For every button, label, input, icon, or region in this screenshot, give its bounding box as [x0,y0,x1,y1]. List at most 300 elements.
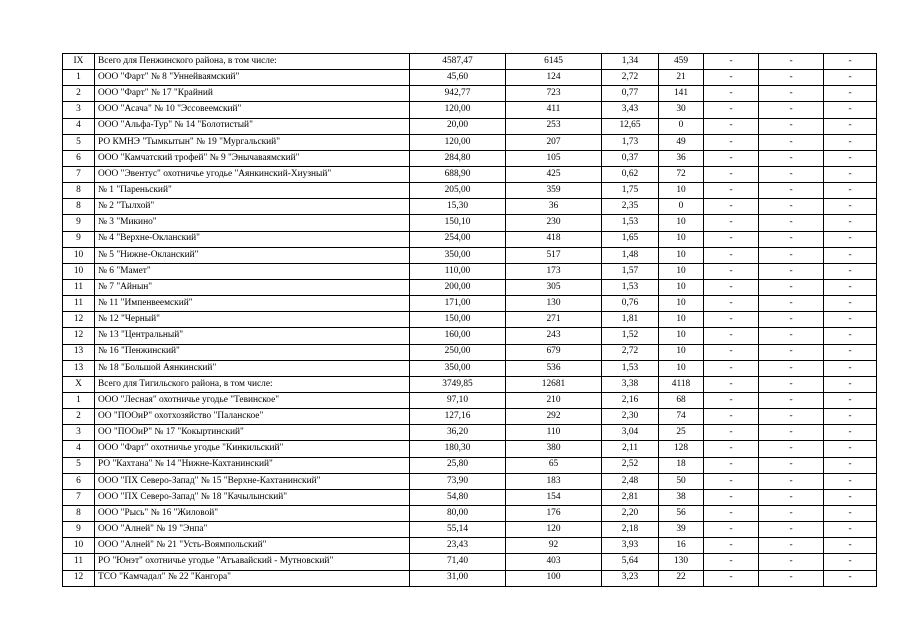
cell-organization-name: № 6 "Мамет" [95,263,410,279]
cell-col-9: - [824,425,877,441]
cell-area: 110,00 [410,263,506,279]
table-row [63,522,877,538]
cell-row-number: 9 [63,215,95,231]
cell-col-8: - [759,199,824,215]
cell-col-9: - [824,554,877,570]
cell-row-number: 12 [63,570,95,586]
cell-count: 6145 [506,54,602,70]
table-row [63,473,877,489]
cell-density: 3,93 [602,538,659,554]
cell-col-8: - [759,54,824,70]
cell-area: 3749,85 [410,376,506,392]
cell-row-number: 6 [63,150,95,166]
cell-count: 536 [506,360,602,376]
cell-organization-name: ООО "Алней" № 21 "Усть-Воямпольский" [95,538,410,554]
cell-count: 130 [506,296,602,312]
cell-col-7: - [704,360,759,376]
cell-col-7: - [704,570,759,586]
cell-area: 23,43 [410,538,506,554]
cell-organization-name: ООО "Фарт" № 17 "Крайний [95,86,410,102]
cell-area: 150,00 [410,312,506,328]
cell-count: 517 [506,247,602,263]
cell-organization-name: № 2 "Тылхой" [95,199,410,215]
table-row [63,199,877,215]
data-table [62,53,877,587]
cell-organization-name: ООО "Эвентус" охотничье угодье "Аянкинский-Хиузный" [95,166,410,182]
cell-col-9: - [824,360,877,376]
cell-organization-name: № 13 "Центральный" [95,328,410,344]
cell-count: 411 [506,102,602,118]
cell-col-9: - [824,134,877,150]
cell-col-9: - [824,86,877,102]
cell-organization-name: ОО "ПООиР" охотхозяйство "Паланское" [95,409,410,425]
cell-area: 200,00 [410,279,506,295]
cell-col-7: - [704,473,759,489]
cell-quota: 10 [659,215,704,231]
cell-organization-name: ООО "Фарт" № 8 "Уннейваямский" [95,70,410,86]
cell-col-8: - [759,215,824,231]
cell-col-9: - [824,328,877,344]
table-row [63,312,877,328]
cell-quota: 10 [659,312,704,328]
cell-quota: 72 [659,166,704,182]
cell-quota: 10 [659,328,704,344]
cell-quota: 0 [659,199,704,215]
cell-col-7: - [704,296,759,312]
cell-col-9: - [824,344,877,360]
cell-area: 31,00 [410,570,506,586]
cell-col-8: - [759,376,824,392]
cell-organization-name: № 12 "Черный" [95,312,410,328]
cell-count: 305 [506,279,602,295]
cell-row-number: X [63,376,95,392]
cell-organization-name: № 11 "Импенвеемский" [95,296,410,312]
cell-col-8: - [759,409,824,425]
table-row [63,570,877,586]
table-row [63,54,877,70]
table-row [63,215,877,231]
cell-col-7: - [704,505,759,521]
cell-row-number: 11 [63,279,95,295]
table-body [63,54,877,587]
cell-quota: 49 [659,134,704,150]
cell-organization-name: № 3 "Микино" [95,215,410,231]
cell-density: 3,38 [602,376,659,392]
cell-col-8: - [759,360,824,376]
cell-col-9: - [824,118,877,134]
cell-organization-name: РО "Кахтана" № 14 "Нижне-Кахтанинский" [95,457,410,473]
table-row [63,279,877,295]
cell-row-number: 5 [63,134,95,150]
cell-quota: 0 [659,118,704,134]
table-row [63,86,877,102]
cell-density: 1,53 [602,279,659,295]
cell-area: 4587,47 [410,54,506,70]
table-row [63,134,877,150]
cell-col-8: - [759,118,824,134]
cell-col-8: - [759,473,824,489]
cell-count: 418 [506,231,602,247]
table-row [63,505,877,521]
cell-col-7: - [704,70,759,86]
cell-col-9: - [824,409,877,425]
cell-quota: 56 [659,505,704,521]
table-row [63,231,877,247]
cell-count: 110 [506,425,602,441]
cell-col-7: - [704,231,759,247]
table-row [63,247,877,263]
table-row [63,392,877,408]
cell-count: 12681 [506,376,602,392]
cell-col-7: - [704,279,759,295]
cell-count: 154 [506,489,602,505]
cell-organization-name: РО "Юнэт" охотничье угодье "Атъавайский - Мутновский" [95,554,410,570]
cell-area: 205,00 [410,183,506,199]
cell-count: 253 [506,118,602,134]
cell-col-7: - [704,457,759,473]
cell-row-number: 5 [63,457,95,473]
cell-count: 176 [506,505,602,521]
cell-col-9: - [824,231,877,247]
cell-organization-name: ООО "Рысь" № 16 "Жиловой" [95,505,410,521]
cell-col-9: - [824,166,877,182]
cell-col-8: - [759,392,824,408]
table-row [63,554,877,570]
table-row [63,457,877,473]
cell-area: 120,00 [410,134,506,150]
cell-col-8: - [759,183,824,199]
cell-organization-name: ООО "Фарт" охотничье угодье "Кинкильский" [95,441,410,457]
cell-col-8: - [759,522,824,538]
cell-quota: 130 [659,554,704,570]
cell-col-8: - [759,247,824,263]
cell-col-8: - [759,86,824,102]
cell-col-9: - [824,522,877,538]
cell-col-7: - [704,86,759,102]
cell-row-number: 2 [63,86,95,102]
cell-col-9: - [824,102,877,118]
cell-organization-name: Всего для Тигильского района, в том числе: [95,376,410,392]
cell-row-number: 3 [63,102,95,118]
cell-col-9: - [824,215,877,231]
cell-area: 942,77 [410,86,506,102]
cell-col-8: - [759,554,824,570]
cell-area: 350,00 [410,247,506,263]
cell-col-7: - [704,409,759,425]
table-row [63,360,877,376]
cell-density: 1,53 [602,360,659,376]
cell-row-number: 11 [63,296,95,312]
cell-organization-name: № 18 "Большой Аянкинский" [95,360,410,376]
cell-quota: 10 [659,247,704,263]
cell-quota: 18 [659,457,704,473]
cell-density: 3,23 [602,570,659,586]
cell-row-number: 4 [63,118,95,134]
cell-col-8: - [759,296,824,312]
cell-organization-name: № 7 "Айнын" [95,279,410,295]
cell-quota: 74 [659,409,704,425]
cell-col-7: - [704,183,759,199]
cell-count: 425 [506,166,602,182]
cell-density: 1,75 [602,183,659,199]
cell-density: 2,72 [602,70,659,86]
cell-area: 350,00 [410,360,506,376]
cell-row-number: 7 [63,489,95,505]
cell-organization-name: ООО "Камчатский трофей" № 9 "Энычаваямский" [95,150,410,166]
cell-density: 0,76 [602,296,659,312]
cell-col-7: - [704,166,759,182]
cell-quota: 10 [659,231,704,247]
cell-area: 54,80 [410,489,506,505]
cell-organization-name: ООО "ПХ Северо-Запад" № 18 "Качылынский" [95,489,410,505]
cell-col-8: - [759,231,824,247]
cell-quota: 21 [659,70,704,86]
cell-area: 25,80 [410,457,506,473]
cell-organization-name: ООО "Альфа-Тур" № 14 "Болотистый" [95,118,410,134]
cell-col-8: - [759,441,824,457]
cell-density: 2,81 [602,489,659,505]
cell-col-7: - [704,312,759,328]
cell-col-9: - [824,247,877,263]
cell-density: 1,34 [602,54,659,70]
cell-area: 20,00 [410,118,506,134]
cell-count: 359 [506,183,602,199]
cell-area: 120,00 [410,102,506,118]
cell-quota: 36 [659,150,704,166]
cell-density: 2,35 [602,199,659,215]
cell-count: 65 [506,457,602,473]
cell-col-8: - [759,312,824,328]
table-row [63,538,877,554]
cell-col-9: - [824,296,877,312]
cell-quota: 30 [659,102,704,118]
cell-organization-name: ООО "Лесная" охотничье угодье "Тевинское" [95,392,410,408]
cell-density: 2,11 [602,441,659,457]
cell-col-9: - [824,279,877,295]
cell-row-number: 3 [63,425,95,441]
cell-area: 688,90 [410,166,506,182]
table-row [63,183,877,199]
cell-organization-name: ООО "Асача" № 10 "Эссовеемский" [95,102,410,118]
cell-col-7: - [704,441,759,457]
cell-quota: 16 [659,538,704,554]
cell-count: 92 [506,538,602,554]
cell-col-8: - [759,489,824,505]
cell-col-7: - [704,489,759,505]
cell-row-number: 6 [63,473,95,489]
table-row [63,263,877,279]
cell-quota: 25 [659,425,704,441]
cell-col-7: - [704,263,759,279]
cell-quota: 39 [659,522,704,538]
cell-col-8: - [759,328,824,344]
cell-quota: 10 [659,279,704,295]
cell-col-8: - [759,457,824,473]
cell-col-8: - [759,134,824,150]
cell-col-9: - [824,183,877,199]
table-row [63,409,877,425]
cell-col-7: - [704,328,759,344]
cell-row-number: 2 [63,409,95,425]
cell-col-9: - [824,312,877,328]
cell-col-8: - [759,538,824,554]
cell-count: 183 [506,473,602,489]
cell-density: 1,53 [602,215,659,231]
cell-density: 1,52 [602,328,659,344]
cell-row-number: 11 [63,554,95,570]
cell-quota: 10 [659,344,704,360]
cell-quota: 22 [659,570,704,586]
cell-col-8: - [759,570,824,586]
cell-col-7: - [704,54,759,70]
cell-col-9: - [824,457,877,473]
cell-density: 1,81 [602,312,659,328]
cell-col-9: - [824,570,877,586]
cell-density: 2,48 [602,473,659,489]
cell-count: 271 [506,312,602,328]
cell-row-number: 8 [63,199,95,215]
cell-count: 173 [506,263,602,279]
cell-area: 55,14 [410,522,506,538]
cell-col-7: - [704,344,759,360]
cell-col-7: - [704,215,759,231]
cell-col-7: - [704,134,759,150]
cell-row-number: 13 [63,360,95,376]
cell-count: 36 [506,199,602,215]
cell-col-7: - [704,376,759,392]
cell-col-8: - [759,505,824,521]
cell-row-number: 8 [63,183,95,199]
cell-row-number: 4 [63,441,95,457]
cell-area: 97,10 [410,392,506,408]
cell-col-9: - [824,376,877,392]
cell-count: 100 [506,570,602,586]
cell-quota: 10 [659,360,704,376]
cell-count: 403 [506,554,602,570]
cell-row-number: 9 [63,522,95,538]
cell-density: 0,62 [602,166,659,182]
cell-col-7: - [704,102,759,118]
cell-col-7: - [704,247,759,263]
cell-col-9: - [824,489,877,505]
cell-count: 723 [506,86,602,102]
cell-area: 45,60 [410,70,506,86]
cell-count: 230 [506,215,602,231]
cell-col-8: - [759,263,824,279]
cell-density: 2,52 [602,457,659,473]
cell-count: 105 [506,150,602,166]
cell-quota: 10 [659,183,704,199]
cell-count: 380 [506,441,602,457]
cell-density: 2,20 [602,505,659,521]
cell-col-9: - [824,70,877,86]
cell-count: 679 [506,344,602,360]
cell-col-7: - [704,425,759,441]
cell-density: 1,73 [602,134,659,150]
cell-area: 127,16 [410,409,506,425]
cell-area: 15,30 [410,199,506,215]
table-row [63,102,877,118]
cell-density: 1,57 [602,263,659,279]
cell-density: 2,72 [602,344,659,360]
cell-count: 292 [506,409,602,425]
cell-count: 210 [506,392,602,408]
cell-quota: 4118 [659,376,704,392]
cell-col-8: - [759,425,824,441]
cell-density: 3,43 [602,102,659,118]
cell-area: 160,00 [410,328,506,344]
cell-col-7: - [704,392,759,408]
cell-row-number: 7 [63,166,95,182]
cell-col-7: - [704,554,759,570]
cell-col-7: - [704,538,759,554]
cell-quota: 50 [659,473,704,489]
cell-col-9: - [824,392,877,408]
table-row [63,296,877,312]
table-row [63,376,877,392]
cell-col-8: - [759,102,824,118]
cell-density: 0,37 [602,150,659,166]
cell-quota: 10 [659,263,704,279]
cell-density: 0,77 [602,86,659,102]
cell-col-7: - [704,522,759,538]
cell-count: 120 [506,522,602,538]
cell-area: 250,00 [410,344,506,360]
cell-col-8: - [759,166,824,182]
cell-col-8: - [759,279,824,295]
table-row [63,328,877,344]
cell-area: 284,80 [410,150,506,166]
cell-row-number: 9 [63,231,95,247]
cell-density: 2,18 [602,522,659,538]
cell-quota: 459 [659,54,704,70]
table-row [63,118,877,134]
cell-quota: 141 [659,86,704,102]
cell-density: 3,04 [602,425,659,441]
cell-area: 180,30 [410,441,506,457]
cell-organization-name: Всего для Пенжинского района, в том числе: [95,54,410,70]
table-row [63,489,877,505]
cell-organization-name: № 4 "Верхне-Окланский" [95,231,410,247]
cell-col-7: - [704,199,759,215]
cell-count: 124 [506,70,602,86]
cell-count: 243 [506,328,602,344]
cell-quota: 10 [659,296,704,312]
cell-col-9: - [824,505,877,521]
table-row [63,441,877,457]
cell-col-9: - [824,473,877,489]
cell-area: 36,20 [410,425,506,441]
cell-area: 80,00 [410,505,506,521]
cell-row-number: 8 [63,505,95,521]
cell-row-number: 12 [63,312,95,328]
cell-density: 2,30 [602,409,659,425]
cell-row-number: 10 [63,247,95,263]
cell-density: 2,16 [602,392,659,408]
cell-organization-name: ООО "Алней" № 19 "Энпа" [95,522,410,538]
cell-col-7: - [704,150,759,166]
cell-col-9: - [824,54,877,70]
table-row [63,425,877,441]
cell-col-9: - [824,150,877,166]
table-row [63,344,877,360]
cell-organization-name: ОО "ПООиР" № 17 "Кокыртинский" [95,425,410,441]
cell-density: 1,48 [602,247,659,263]
cell-count: 207 [506,134,602,150]
cell-area: 150,10 [410,215,506,231]
cell-density: 5,64 [602,554,659,570]
cell-organization-name: № 16 "Пенжинский" [95,344,410,360]
